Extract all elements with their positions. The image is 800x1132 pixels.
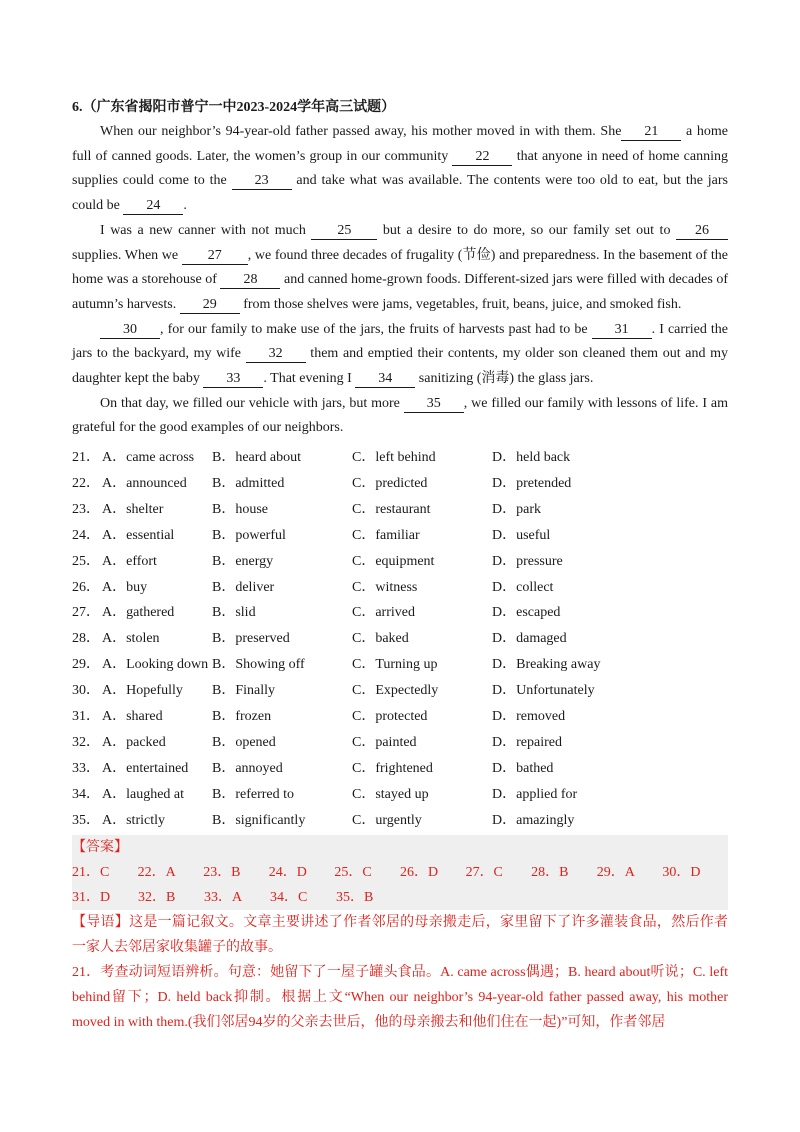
option-b: B．Showing off [212, 657, 305, 673]
option-d: D．damaged [492, 631, 567, 647]
option-row [72, 626, 728, 652]
blank-27: 27 [182, 248, 248, 265]
passage-paragraph [72, 120, 728, 219]
option-d: D．park [492, 501, 541, 517]
explanation-text: 21．考查动词短语辨析。句意：她留下了一屋子罐头食品。A. came across偶遇；B. heard about听说；C. left behind留下；D. held back抑制。根据上文“When our neighbor’s 94-year-old father passed away, his mother moved in with them.(我们邻居94岁的父亲去世后，他的母亲搬去和他们住在一起)”可知，作者邻居 [72, 964, 728, 1030]
option-d: D．Unfortunately [492, 683, 595, 699]
option-row [72, 600, 728, 626]
answer-item: 35．B [336, 889, 374, 905]
option-c: C．protected [352, 709, 428, 725]
option-c: C．Turning up [352, 657, 438, 673]
passage-text: sanitizing (消毒) the glass jars. [415, 371, 594, 387]
option-d: D．collect [492, 579, 554, 595]
option-row [72, 808, 728, 834]
option-b: B．admitted [212, 476, 285, 492]
passage-text: I was a new canner with not much [100, 222, 312, 238]
answer-item: 21．C [72, 864, 110, 880]
option-a: A．entertained [102, 760, 189, 776]
passage-text: from those shelves were jams, vegetables, fruit, beans, juice, and smoked fish. [239, 296, 682, 312]
option-row [72, 575, 728, 601]
answer-item: 27．C [465, 864, 503, 880]
option-a: A．effort [102, 553, 157, 569]
option-d: D．held back [492, 450, 571, 466]
option-a: A．buy [102, 579, 148, 595]
answer-item: 24．D [268, 864, 307, 880]
passage-text: . [183, 198, 187, 214]
blank-32: 32 [246, 346, 306, 363]
option-d: D．useful [492, 527, 551, 543]
option-a: A．laughed at [102, 786, 185, 802]
cloze-passage [72, 120, 728, 441]
answer-item: 26．D [399, 864, 439, 880]
option-d: D．removed [492, 709, 566, 725]
option-row [72, 756, 728, 782]
passage-text: and canned home-grown foods. Different-sized jars were filled with decades of autumn’s harvests. [72, 272, 728, 312]
blank-31: 31 [592, 322, 652, 339]
option-b: B．energy [212, 553, 274, 569]
answer-box [72, 835, 728, 910]
option-b: B．heard about [212, 450, 302, 466]
blank-24: 24 [123, 198, 183, 215]
option-b: B．preserved [212, 631, 290, 647]
option-d: D．bathed [492, 760, 554, 776]
option-number: 22． [72, 476, 100, 492]
option-c: C．restaurant [352, 501, 431, 517]
option-c: C．witness [352, 579, 418, 595]
blank-35: 35 [404, 396, 464, 413]
option-d: D．escaped [492, 605, 561, 621]
answer-label: 【答案】 [72, 839, 128, 855]
option-c: C．frightened [352, 760, 433, 776]
blank-25: 25 [311, 223, 377, 240]
option-c: C．familiar [352, 527, 420, 543]
answer-row [72, 885, 728, 910]
answer-item: 34．C [270, 889, 308, 905]
option-number: 27． [72, 605, 100, 621]
answer-item: 28．B [531, 864, 569, 880]
option-number: 23． [72, 501, 100, 517]
blank-21: 21 [621, 124, 681, 141]
option-number: 29． [72, 657, 100, 673]
option-c: C．painted [352, 734, 417, 750]
option-number: 34． [72, 786, 100, 802]
option-number: 32． [72, 734, 100, 750]
option-row [72, 652, 728, 678]
passage-text: that anyone in need of home canning supplies could come to the [72, 148, 729, 189]
answer-item: 32．B [138, 889, 176, 905]
option-c: C．predicted [352, 476, 428, 492]
option-number: 21． [72, 450, 100, 466]
passage-text: but a desire to do more, so our family set out to [377, 222, 676, 238]
option-row [72, 549, 728, 575]
option-a: A．stolen [102, 631, 160, 647]
option-a: A．Looking down [102, 657, 209, 673]
answer-item: 33．A [204, 889, 243, 905]
question-heading: 6.（广东省揭阳市普宁一中2023-2024学年高三试题） [72, 100, 396, 115]
option-number: 28． [72, 631, 100, 647]
passage-paragraph [72, 219, 728, 318]
answer-item: 23．B [203, 864, 241, 880]
option-row [72, 782, 728, 808]
passage-text: and take what was available. The contents were too old to eat, but the jars could be [72, 173, 728, 214]
option-c: C．urgently [352, 812, 422, 828]
answer-item: 22．A [137, 864, 176, 880]
blank-34: 34 [355, 371, 415, 388]
option-a: A．came across [102, 450, 195, 466]
option-c: C．equipment [352, 553, 435, 569]
option-d: D．amazingly [492, 812, 575, 828]
blank-26: 26 [676, 223, 728, 240]
option-row [72, 730, 728, 756]
option-c: C．Expectedly [352, 683, 439, 699]
option-row [72, 471, 728, 497]
option-b: B．opened [212, 734, 276, 750]
option-row [72, 704, 728, 730]
option-row [72, 497, 728, 523]
option-b: B．house [212, 501, 268, 517]
option-number: 31． [72, 709, 100, 725]
option-number: 30． [72, 683, 100, 699]
passage-text: When our neighbor’s 94-year-old father passed away, his mother moved in with them. She [100, 124, 622, 139]
option-b: B．Finally [212, 683, 276, 699]
option-row [72, 523, 728, 549]
passage-text: . I carried the jars to the backyard, my wife [72, 321, 728, 362]
option-row [72, 445, 728, 471]
blank-28: 28 [220, 272, 280, 289]
answer-row [72, 860, 728, 885]
option-d: D．Breaking away [492, 657, 601, 673]
option-c: C．stayed up [352, 786, 429, 802]
option-d: D．applied for [492, 786, 578, 802]
option-number: 26． [72, 579, 100, 595]
option-d: D．pressure [492, 553, 563, 569]
analysis [72, 910, 728, 1035]
option-c: C．arrived [352, 605, 415, 621]
option-a: A．shared [102, 709, 163, 725]
options-list [72, 445, 728, 833]
passage-text: . That evening I [263, 371, 356, 387]
option-b: B．deliver [212, 579, 275, 595]
option-a: A．shelter [102, 501, 164, 517]
option-number: 33． [72, 760, 100, 776]
option-a: A．announced [102, 476, 187, 492]
option-a: A．packed [102, 734, 166, 750]
passage-text: , for our family to make use of the jars, the fruits of harvests past had to be [160, 321, 592, 337]
passage-text: , we filled our family with lessons of life. I am grateful for the good examples of our neighbors. [72, 395, 728, 436]
answer-item: 25．C [334, 864, 372, 880]
option-d: D．repaired [492, 734, 562, 750]
blank-33: 33 [203, 371, 263, 388]
option-a: A．Hopefully [102, 683, 183, 699]
option-d: D．pretended [492, 476, 572, 492]
option-b: B．slid [212, 605, 256, 621]
passage-text: them and emptied their contents, my older son cleaned them out and my daughter kept the baby [72, 346, 728, 387]
passage-paragraph [72, 318, 728, 392]
passage-text: , we found three decades of frugality (节俭) and preparedness. In the basement of the home was a storehouse of [72, 247, 729, 288]
passage-paragraph [72, 392, 728, 441]
option-b: B．frozen [212, 709, 272, 725]
answer-item: 30．D [662, 864, 701, 880]
blank-29: 29 [180, 297, 240, 314]
answer-item: 29．A [596, 864, 635, 880]
blank-22: 22 [452, 149, 512, 166]
answer-item: 31．D [72, 889, 111, 905]
passage-text: supplies. When we [72, 247, 182, 263]
option-a: A．essential [102, 527, 175, 543]
option-a: A．strictly [102, 812, 165, 828]
option-number: 24． [72, 527, 100, 543]
option-number: 35． [72, 812, 100, 828]
option-b: B．powerful [212, 527, 286, 543]
option-c: C．baked [352, 631, 409, 647]
guide-text: 【导语】这是一篇记叙文。文章主要讲述了作者邻居的母亲搬走后，家里留下了许多灌装食品，然后作者一家人去邻居家收集罐子的故事。 [72, 914, 728, 955]
passage-text: a home full of canned goods. Later, the women’s group in our community [72, 124, 729, 164]
exam-page [72, 96, 728, 1035]
blank-23: 23 [232, 173, 292, 190]
passage-text: On that day, we filled our vehicle with jars, but more [100, 395, 404, 411]
option-number: 25． [72, 553, 100, 569]
blank-30: 30 [100, 322, 160, 339]
option-a: A．gathered [102, 605, 175, 621]
option-b: B．significantly [212, 812, 306, 828]
option-row [72, 678, 728, 704]
option-b: B．referred to [212, 786, 295, 802]
option-b: B．annoyed [212, 760, 283, 776]
option-c: C．left behind [352, 450, 436, 466]
